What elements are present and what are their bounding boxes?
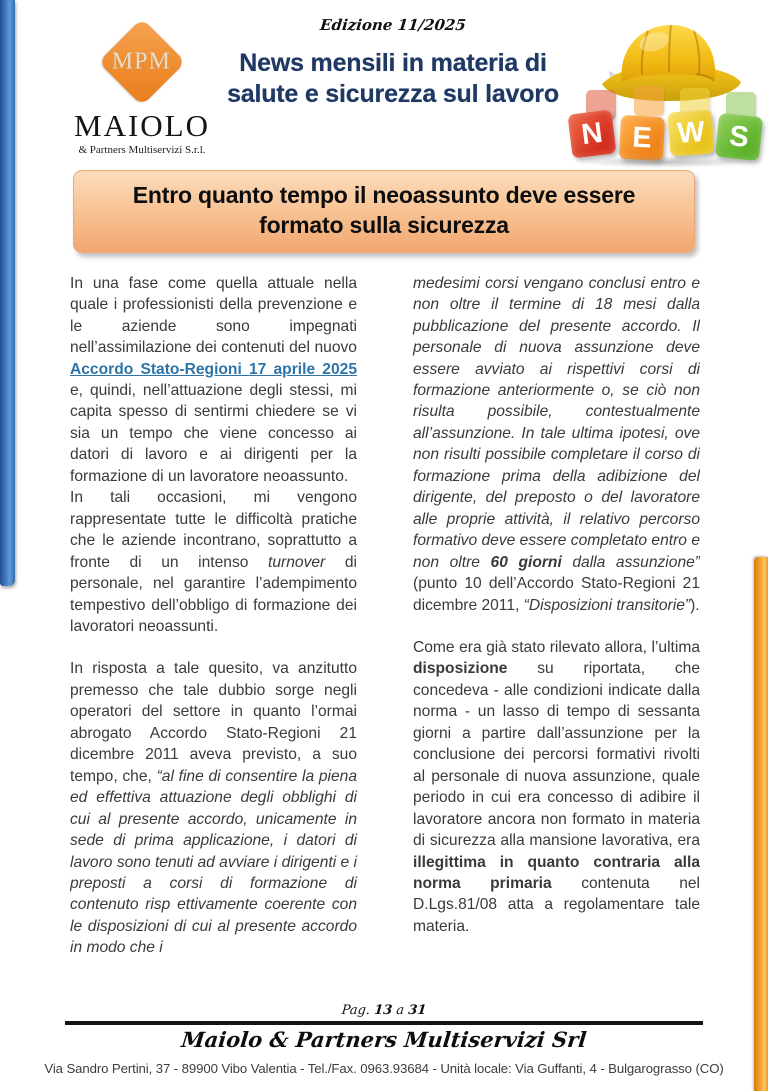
news-letter: W (676, 115, 706, 150)
text-run: In tali occasioni, mi vengono rappresentate tutte le difficoltà pratiche che le aziende incontrano, soprattutto a fronte di un intenso (70, 489, 357, 571)
text-run: “Disposizioni transitorie” (523, 596, 691, 614)
paragraph (413, 273, 700, 616)
accordo-stato-regioni-link[interactable]: Accordo Stato-Regioni 17 aprile 2025 (70, 360, 357, 378)
logo-company-name: MAIOLO (74, 108, 210, 143)
text-run: Come era già stato rilevato allora, l’ultima (413, 638, 700, 656)
news-letter: N (579, 116, 605, 151)
footer-rule (65, 1021, 703, 1025)
safety-helmet-icon (596, 12, 746, 108)
logo-diamond-wrap (66, 16, 218, 108)
news-block-W (668, 110, 715, 157)
logo-subtitle: & Partners Multiservizi S.r.l. (78, 144, 206, 156)
text-run: (punto 10 dell’Accordo Stato-Regioni 21 dicembre 2011, (413, 575, 700, 614)
news-letter: E (631, 121, 653, 154)
header-center (218, 12, 568, 164)
paragraph (70, 658, 357, 958)
article-title: Entro quanto tempo il neoassunto deve essere formato sulla sicurezza (132, 182, 636, 239)
text-run: e, quindi, nell’attuazione degli stessi, mi capita spesso di sentirmi chiedere se vi sia un tempo che viene concesso ai datori di lavoro e ai dirigenti per la formazione di un lavoratore neoassunto. (70, 381, 357, 485)
newsletter-title (218, 48, 568, 111)
company-logo (66, 12, 218, 164)
dice-shadow (574, 156, 756, 168)
text-run: 13 (373, 1002, 393, 1018)
text-run: 60 giorni (490, 553, 562, 571)
article-body (70, 273, 700, 1001)
news-letter: S (727, 119, 751, 154)
text-run: dalla assunzione” (561, 553, 700, 571)
header (0, 0, 768, 164)
text-run: contenuta nel D.Lgs.81/08 atta a regolamentare tale materia. (413, 874, 700, 935)
text-run: su riportata, che concedeva - alle condizioni indicate dalla norma - un lasso di tempo di sessanta giorni a partire dall’assunzione per la conclusione dei percorsi formativi rivolti al personale di nuova assunzione, quale periodo in cui era concesso di adibire il lavoratore ancora non formato in materia di sicurezza alla mansione lavorativa, era (413, 660, 700, 850)
newsletter-title-line2: salute e sicurezza sul lavoro (227, 80, 559, 109)
paragraph (413, 637, 700, 937)
left-accent-bar (0, 0, 15, 586)
footer-page-number (0, 1003, 768, 1018)
article-banner (73, 170, 695, 253)
text-run: “al fine di consentire la piena ed effettiva attuazione degli obblighi di cui al presente accordo, unicamente in sede di prima applicazione, i datori di lavoro sono tenuti ad avviare i dirigenti e i preposti a corsi di formazione di contenuto risp ettivamente coerente con le disposizioni di cui al presente accordo in modo che i (70, 767, 357, 957)
footer-address: Via Sandro Pertini, 37 - 89900 Vibo Valentia - Tel./Fax. 0963.93684 - Unità locale: Via Guffanti, 4 - Bulgarograsso (CO) (44, 1060, 724, 1076)
footer (0, 1003, 768, 1076)
edition-label: Edizione 11/2025 (319, 16, 467, 34)
logo-monogram: MPM (112, 48, 172, 75)
text-run: 31 (407, 1002, 427, 1018)
text-run: ). (690, 596, 700, 614)
text-run: Pag. (340, 1002, 375, 1018)
news-block-S (715, 113, 763, 161)
text-run: di personale, nel garantire l’adempimento tempestivo dell’obbligo di formazione dei lavoratori neoassunti. (70, 553, 357, 635)
news-block-shadow (634, 86, 664, 116)
text-run: disposizione (413, 660, 508, 678)
paragraph (70, 273, 357, 488)
news-blocks (568, 106, 762, 162)
news-block-N (567, 109, 616, 158)
text-run: In risposta a tale quesito, va anzitutto premesso che tale dubbio sorge negli operatori del settore in quanto l’ormai abrogato Accordo Stato-Regioni 21 dicembre 2011 aveva previsto, a suo tempo, che, (70, 660, 357, 785)
left-column (70, 273, 357, 1001)
news-block-E (619, 115, 665, 161)
newsletter-title-line1: News mensili in materia di (239, 49, 547, 77)
text-run: medesimi corsi vengano conclusi entro e non oltre il termine di 18 mesi dalla pubblicazione del presente accordo. Il personale di nuova assunzione deve essere avviato ai rispettivi corsi di formazione anteriormente o, se ciò non risulta possibile, contestualmente all’assunzione. In tale ultima ipotesi, ove non risulti possibile completare il corso di formazione prima della adibizione del dirigente, del preposto o del lavoratore alle proprie attività, il relativo percorso formativo deve essere completato entro e non oltre (413, 274, 700, 571)
text-run: In una fase come quella attuale nella quale i professionisti della prevenzione e le aziende sono impegnati nell’assimilazione dei contenuti del nuovo (70, 274, 357, 357)
logo-diamond-icon (98, 18, 186, 106)
right-column (413, 273, 700, 1001)
text-run: a (391, 1002, 409, 1018)
header-illustration (568, 12, 762, 164)
text-run: illegittima in quanto contraria alla norma primaria (413, 853, 700, 892)
footer-company: Maiolo & Partners Multiservizi Srl (180, 1026, 588, 1052)
paragraph (70, 487, 357, 637)
text-run: turnover (268, 553, 326, 571)
